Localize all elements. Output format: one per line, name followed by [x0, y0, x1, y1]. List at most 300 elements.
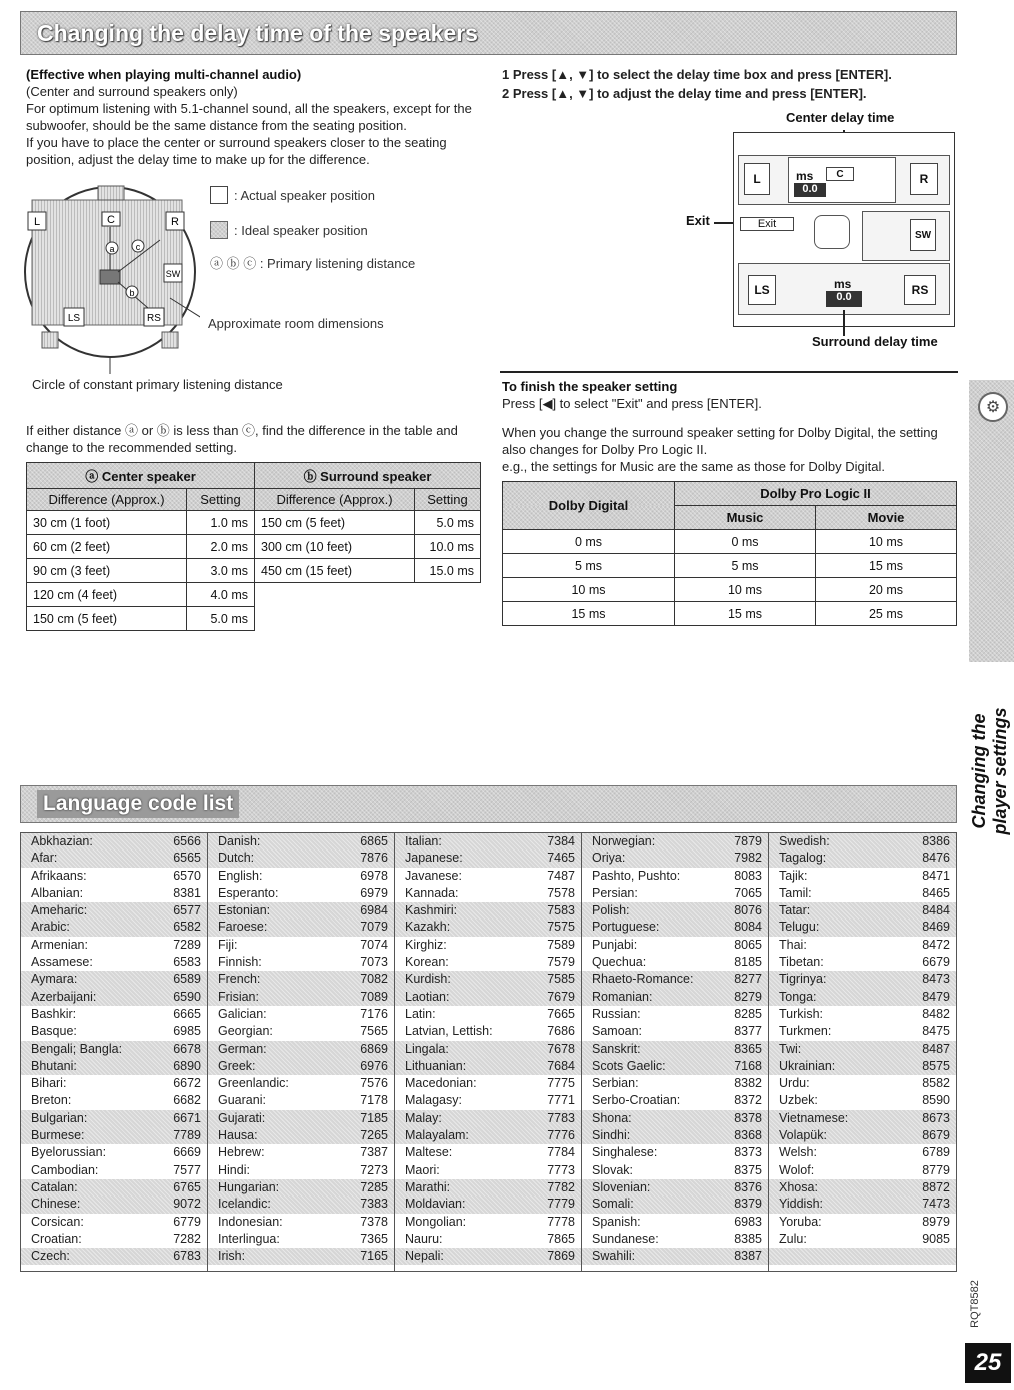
language-name: Maltese:	[405, 1145, 453, 1160]
language-row	[395, 1196, 581, 1213]
language-name: French:	[218, 972, 261, 987]
music-header: Music	[675, 506, 816, 530]
surround-pointer	[843, 310, 845, 336]
osd-speaker-L: L	[744, 163, 770, 195]
language-code: 6890	[173, 1058, 201, 1073]
language-column	[395, 833, 582, 1271]
language-code: 6779	[173, 1214, 201, 1229]
language-row	[769, 1110, 956, 1127]
language-row	[21, 971, 207, 988]
language-row	[21, 989, 207, 1006]
language-name: Laotian:	[405, 989, 450, 1004]
language-code: 7073	[360, 955, 388, 970]
language-code: 8487	[922, 1041, 950, 1056]
language-code: 8475	[922, 1024, 950, 1039]
language-name: Rhaeto-Romance:	[592, 972, 694, 987]
finish-text: Press [◀] to select "Exit" and press [ENTER].	[502, 396, 762, 411]
language-name: Danish:	[218, 834, 261, 848]
intro-p2: If you have to place the center or surround speakers closer to the seating position, adjust the delay time to make up for the difference.	[26, 135, 447, 167]
listener-icon	[814, 215, 850, 249]
language-row	[208, 868, 394, 885]
language-name: Bhutani:	[31, 1058, 77, 1073]
language-row	[769, 1248, 956, 1265]
language-name: Bengali; Bangla:	[31, 1041, 123, 1056]
language-row	[582, 919, 768, 936]
language-code: 7578	[547, 885, 575, 900]
language-code: 7771	[547, 1093, 575, 1108]
language-code: 8084	[734, 920, 762, 935]
language-code: 8372	[734, 1093, 762, 1108]
language-name: Kannada:	[405, 885, 459, 900]
language-name: Swahili:	[592, 1249, 636, 1264]
language-name: Basque:	[31, 1024, 77, 1039]
language-name: Pashto, Pushto:	[592, 868, 681, 883]
language-code: 8065	[734, 937, 762, 952]
language-row	[208, 1023, 394, 1040]
language-row	[769, 1231, 956, 1248]
language-code: 6789	[922, 1145, 950, 1160]
language-row	[21, 1092, 207, 1109]
language-row	[21, 1006, 207, 1023]
language-code: 7465	[547, 851, 575, 866]
language-row	[21, 850, 207, 867]
language-row	[769, 1127, 956, 1144]
language-name: Sundanese:	[592, 1231, 659, 1246]
language-code: 8484	[922, 903, 950, 918]
language-code: 8279	[734, 989, 762, 1004]
language-name: Hungarian:	[218, 1179, 280, 1194]
language-code: 8979	[922, 1214, 950, 1229]
language-row	[208, 833, 394, 850]
language-row	[21, 1110, 207, 1127]
language-row	[21, 902, 207, 919]
language-row	[395, 1041, 581, 1058]
language-row	[395, 833, 581, 850]
language-row	[208, 1196, 394, 1213]
language-row	[582, 971, 768, 988]
language-code: 7079	[360, 920, 388, 935]
language-name: Finnish:	[218, 955, 262, 970]
center-header: ⓐ Center speaker	[27, 463, 255, 489]
language-code: 8377	[734, 1024, 762, 1039]
language-code: 8472	[922, 937, 950, 952]
language-code: 7273	[360, 1162, 388, 1177]
language-code: 8376	[734, 1179, 762, 1194]
language-row	[208, 1092, 394, 1109]
point-b: b	[129, 288, 135, 298]
language-row	[208, 954, 394, 971]
language-row	[21, 1179, 207, 1196]
exit-button[interactable]: Exit	[740, 217, 794, 231]
language-name: Indonesian:	[218, 1214, 283, 1229]
language-name: Tamil:	[779, 885, 812, 900]
language-name: Uzbek:	[779, 1093, 818, 1108]
language-name: Corsican:	[31, 1214, 84, 1229]
label-C: C	[107, 214, 115, 226]
language-name: Yiddish:	[779, 1197, 824, 1212]
table-row: 5 ms 5 ms 15 ms	[503, 554, 957, 578]
ideal-speaker-icon	[210, 221, 228, 239]
language-name: Armenian:	[31, 937, 88, 952]
language-row	[21, 885, 207, 902]
steps	[502, 66, 972, 104]
language-row	[21, 1041, 207, 1058]
language-code: 6565	[173, 851, 201, 866]
table-row: 90 cm (3 feet) 3.0 ms 450 cm (15 feet) 15.0 ms	[27, 559, 481, 583]
language-row	[582, 989, 768, 1006]
language-row	[208, 1110, 394, 1127]
language-code: 7282	[173, 1231, 201, 1246]
language-code: 7773	[547, 1162, 575, 1177]
language-row	[208, 989, 394, 1006]
language-row	[582, 1214, 768, 1231]
center-delay-value[interactable]: 0.0	[794, 183, 826, 197]
language-name: Slovak:	[592, 1162, 633, 1177]
language-name: Vietnamese:	[779, 1110, 849, 1125]
language-name: Turkmen:	[779, 1024, 832, 1039]
language-code: 7473	[922, 1197, 950, 1212]
language-code: 7585	[547, 972, 575, 987]
language-name: Serbian:	[592, 1076, 639, 1091]
language-name: Marathi:	[405, 1179, 451, 1194]
surround-unit: ms	[834, 277, 852, 291]
language-name: Thai:	[779, 937, 807, 952]
language-name: Greek:	[218, 1058, 256, 1073]
language-name: Albanian:	[31, 885, 84, 900]
osd-speaker-R: R	[910, 163, 938, 195]
language-row	[582, 1248, 768, 1265]
step-2: 2 Press [▲, ▼] to adjust the delay time and press [ENTER].	[502, 86, 867, 101]
language-code: 8482	[922, 1006, 950, 1021]
language-name: Nepali:	[405, 1249, 444, 1264]
label-RS: RS	[147, 313, 161, 324]
language-row	[208, 1179, 394, 1196]
language-code: 6985	[173, 1024, 201, 1039]
language-code: 7678	[547, 1041, 575, 1056]
language-name: Turkish:	[779, 1006, 823, 1021]
lang-banner	[20, 785, 957, 823]
language-code: 7487	[547, 868, 575, 883]
table-row: 15 ms 15 ms 25 ms	[503, 602, 957, 626]
language-row	[395, 885, 581, 902]
intro-heading: (Effective when playing multi-channel audio)	[26, 67, 302, 82]
language-row	[395, 902, 581, 919]
language-code: 6984	[360, 903, 388, 918]
language-row	[769, 1179, 956, 1196]
table-row: 10 ms 10 ms 20 ms	[503, 578, 957, 602]
language-code: 7289	[173, 937, 201, 952]
col-setting-surround: Setting	[415, 489, 481, 511]
center-unit: ms	[796, 169, 814, 183]
dolby-text: When you change the surround speaker setting for Dolby Digital, the setting also changes for Dolby Pro Logic II. e.g., the settings for Music are the same as those for Dolby Digital.	[502, 425, 938, 474]
language-name: Assamese:	[31, 955, 93, 970]
language-code: 8387	[734, 1249, 762, 1264]
language-code: 7576	[360, 1076, 388, 1091]
language-row	[208, 1248, 394, 1265]
language-name: Aymara:	[31, 972, 78, 987]
language-code: 6570	[173, 868, 201, 883]
language-code: 7082	[360, 972, 388, 987]
language-name: Maori:	[405, 1162, 440, 1177]
surround-header: ⓑ Surround speaker	[255, 463, 481, 489]
language-row	[769, 937, 956, 954]
language-code: 7869	[547, 1249, 575, 1264]
language-code: 7783	[547, 1110, 575, 1125]
language-row	[769, 1196, 956, 1213]
language-name: Georgian:	[218, 1024, 273, 1039]
language-name: Icelandic:	[218, 1197, 271, 1212]
language-row	[395, 954, 581, 971]
language-name: Hebrew:	[218, 1145, 265, 1160]
point-a: a	[109, 244, 115, 254]
language-row	[582, 1127, 768, 1144]
language-row	[582, 1144, 768, 1161]
language-code: 8479	[922, 989, 950, 1004]
language-row	[208, 937, 394, 954]
language-code: 8185	[734, 955, 762, 970]
language-code: 7789	[173, 1128, 201, 1143]
language-name: Romanian:	[592, 989, 653, 1004]
language-row	[208, 850, 394, 867]
language-name: Tagalog:	[779, 851, 827, 866]
language-name: Kazakh:	[405, 920, 451, 935]
language-name: Shona:	[592, 1110, 632, 1125]
language-code: 7782	[547, 1179, 575, 1194]
language-row	[21, 937, 207, 954]
language-code: 7686	[547, 1024, 575, 1039]
language-code: 7583	[547, 903, 575, 918]
language-code: 8375	[734, 1162, 762, 1177]
page-number: 25	[965, 1343, 1011, 1383]
language-name: Tigrinya:	[779, 972, 827, 987]
language-column	[582, 833, 769, 1271]
language-code: 6765	[173, 1179, 201, 1194]
language-name: Sindhi:	[592, 1128, 631, 1143]
language-code: 8779	[922, 1162, 950, 1177]
language-row	[21, 1231, 207, 1248]
language-row	[769, 1162, 956, 1179]
surround-delay-value[interactable]: 0.0	[826, 291, 862, 307]
language-row	[582, 1006, 768, 1023]
language-code: 8382	[734, 1076, 762, 1091]
language-name: Malay:	[405, 1110, 442, 1125]
language-name: Tajik:	[779, 868, 808, 883]
speaker-delay-osd	[733, 132, 955, 327]
language-row	[208, 1162, 394, 1179]
language-name: Telugu:	[779, 920, 820, 935]
language-name: Urdu:	[779, 1076, 810, 1091]
language-name: Faroese:	[218, 920, 268, 935]
language-row	[582, 937, 768, 954]
language-row	[21, 1058, 207, 1075]
osd-speaker-RS: RS	[904, 275, 936, 305]
language-name: Singhalese:	[592, 1145, 658, 1160]
language-row	[395, 919, 581, 936]
language-code: 7865	[547, 1231, 575, 1246]
language-code: 8575	[922, 1058, 950, 1073]
language-row	[208, 1144, 394, 1161]
table-row: 30 cm (1 foot) 1.0 ms 150 cm (5 feet) 5.0 ms	[27, 511, 481, 535]
page-title: Changing the delay time of the speakers	[37, 19, 478, 46]
legend-room: Approximate room dimensions	[208, 316, 384, 331]
language-name: Bashkir:	[31, 1006, 77, 1021]
finish-heading: To finish the speaker setting	[502, 379, 678, 394]
language-code: 6589	[173, 972, 201, 987]
language-code: 8368	[734, 1128, 762, 1143]
language-name: Azerbaijani:	[31, 989, 97, 1004]
language-name: Swedish:	[779, 834, 830, 848]
language-code: 8465	[922, 885, 950, 900]
language-name: Tonga:	[779, 989, 817, 1004]
language-name: Guarani:	[218, 1093, 266, 1108]
language-row	[208, 1006, 394, 1023]
language-row	[208, 1231, 394, 1248]
language-row	[395, 1248, 581, 1265]
language-name: Kashmiri:	[405, 903, 458, 918]
language-row	[769, 833, 956, 850]
language-name: Catalan:	[31, 1179, 78, 1194]
dolby-table	[502, 481, 957, 626]
language-code: 7579	[547, 955, 575, 970]
language-row	[208, 1127, 394, 1144]
language-name: Hausa:	[218, 1128, 258, 1143]
language-row	[395, 971, 581, 988]
language-row	[582, 833, 768, 850]
language-code: 7565	[360, 1024, 388, 1039]
language-name: Bihari:	[31, 1076, 67, 1091]
language-name: Wolof:	[779, 1162, 815, 1177]
language-row	[21, 1248, 207, 1265]
language-name: Persian:	[592, 885, 638, 900]
intro-p1: For optimum listening with 5.1-channel sound, all the speakers, except for the subwoofer, should be the same distance from the seating position.	[26, 101, 472, 133]
table-row: 0 ms 0 ms 10 ms	[503, 530, 957, 554]
language-code: 6783	[173, 1249, 201, 1264]
language-row	[395, 1058, 581, 1075]
language-name: Hindi:	[218, 1162, 250, 1177]
language-code: 8469	[922, 920, 950, 935]
language-row	[21, 833, 207, 850]
language-code: 7378	[360, 1214, 388, 1229]
language-code: 6669	[173, 1145, 201, 1160]
finish-section	[502, 378, 962, 412]
language-name: Gujarati:	[218, 1110, 266, 1125]
language-row	[395, 989, 581, 1006]
language-name: Chinese:	[31, 1197, 81, 1212]
language-code: 8083	[734, 868, 762, 883]
doc-code: RQT8582	[969, 1280, 981, 1328]
language-name: Italian:	[405, 834, 442, 848]
language-code: 7089	[360, 989, 388, 1004]
circle-label: Circle of constant primary listening distance	[32, 377, 283, 392]
language-code: 7784	[547, 1145, 575, 1160]
language-name: Russian:	[592, 1006, 641, 1021]
osd-speaker-C: C	[826, 167, 854, 181]
compare-text: If either distance ⓐ or ⓑ is less than ⓒ, find the difference in the table and change to the recommended setting.	[26, 423, 458, 455]
language-row	[208, 1214, 394, 1231]
dolby-digital-header: Dolby Digital	[503, 482, 675, 530]
language-name: Tibetan:	[779, 955, 824, 970]
exit-label: Exit	[686, 213, 710, 228]
language-row	[769, 868, 956, 885]
language-row	[769, 1058, 956, 1075]
language-row	[208, 1041, 394, 1058]
language-row	[21, 1196, 207, 1213]
language-name: Ukrainian:	[779, 1058, 836, 1073]
language-row	[769, 902, 956, 919]
language-code: 7383	[360, 1197, 388, 1212]
language-row	[208, 885, 394, 902]
lang-title: Language code list	[37, 790, 239, 818]
language-column	[208, 833, 395, 1271]
language-row	[208, 1058, 394, 1075]
table-row: 60 cm (2 feet) 2.0 ms 300 cm (10 feet) 10.0 ms	[27, 535, 481, 559]
language-row	[395, 1179, 581, 1196]
osd-speaker-LS: LS	[748, 275, 776, 305]
legend-distance: ⓐ ⓑ ⓒ : Primary listening distance	[210, 256, 416, 271]
language-name: Samoan:	[592, 1024, 643, 1039]
language-code: 7168	[734, 1058, 762, 1073]
language-name: Esperanto:	[218, 885, 279, 900]
surround-delay-label: Surround delay time	[812, 334, 938, 349]
language-name: Portuguese:	[592, 920, 660, 935]
language-row	[395, 937, 581, 954]
center-delay-label: Center delay time	[786, 110, 895, 125]
language-name: Sanskrit:	[592, 1041, 641, 1056]
language-row	[582, 1041, 768, 1058]
language-name: Nauru:	[405, 1231, 443, 1246]
language-code: 7265	[360, 1128, 388, 1143]
language-name: Quechua:	[592, 955, 647, 970]
language-code: 7065	[734, 885, 762, 900]
language-row	[395, 1231, 581, 1248]
language-code: 8379	[734, 1197, 762, 1212]
language-code: 8277	[734, 972, 762, 987]
language-code: 7285	[360, 1179, 388, 1194]
language-row	[769, 1092, 956, 1109]
table-row: 150 cm (5 feet) 5.0 ms	[27, 607, 481, 631]
language-row	[208, 919, 394, 936]
language-name: Burmese:	[31, 1128, 85, 1143]
language-row	[395, 1214, 581, 1231]
language-name: Spanish:	[592, 1214, 641, 1229]
intro-section	[26, 66, 486, 168]
language-row	[21, 1144, 207, 1161]
language-row	[395, 1127, 581, 1144]
language-row	[582, 1058, 768, 1075]
language-code: 8471	[922, 868, 950, 883]
language-row	[769, 1041, 956, 1058]
point-c: c	[135, 242, 141, 252]
language-code: 6582	[173, 920, 201, 935]
language-code: 6979	[360, 885, 388, 900]
language-row	[21, 1162, 207, 1179]
language-name: Frisian:	[218, 989, 259, 1004]
language-name: Arabic:	[31, 920, 70, 935]
language-row	[582, 868, 768, 885]
language-code: 7684	[547, 1058, 575, 1073]
language-code: 7365	[360, 1231, 388, 1246]
label-SW: SW	[165, 269, 181, 279]
language-code: 7074	[360, 937, 388, 952]
language-row	[395, 1144, 581, 1161]
label-L: L	[33, 216, 41, 228]
language-row	[208, 971, 394, 988]
language-row	[769, 1006, 956, 1023]
language-code: 6682	[173, 1093, 201, 1108]
language-name: Oriya:	[592, 851, 626, 866]
language-code: 8476	[922, 851, 950, 866]
language-name: Czech:	[31, 1249, 70, 1264]
